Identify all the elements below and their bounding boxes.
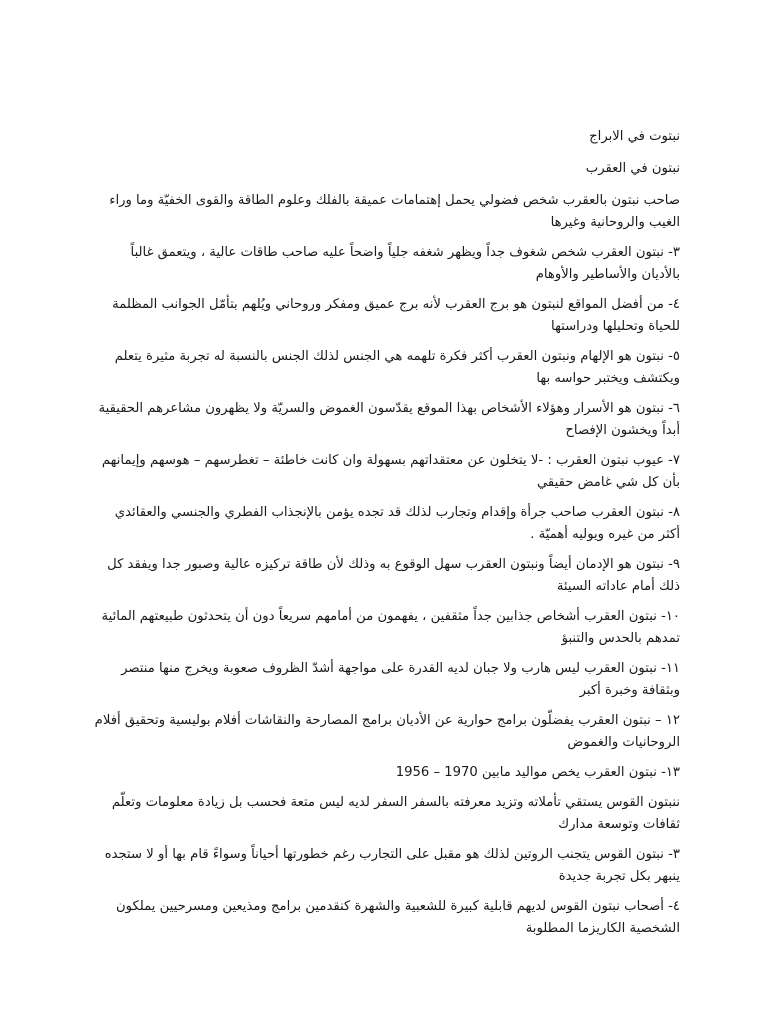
paragraph-5: ٥- نبتون هو الإلهام ونبتون العقرب أكثر فكرة تلهمه هي الجنس لذلك الجنس بالنسبة له تجربة مثيرة يتعلم ويكتشف ويختبر حواسه بها <box>114 349 680 386</box>
paragraph-11: ١١- نبتون العقرب ليس هارب ولا جبان لديه القدرة على مواجهة أشدّ الظروف صعوبة ويخرج منها منتصر وبثقافة وخبرة أكبر <box>121 661 680 698</box>
paragraph-13: ١٣- نبتون العقرب يخص مواليد مابين 1970 – 1956 <box>395 765 680 780</box>
paragraph-12: ١٢ – نبتون العقرب يفضلّون برامج حوارية عن الأديان برامج المصارحة والنقاشات أفلام بوليسية وتحقيق أفلام الروحانيات والغموض <box>94 713 680 750</box>
paragraph-10: ١٠- نبتون العقرب أشخاص جذابين جداً مثقفين ، يفهمون من أمامهم سريعاً دون أن يتحدثون طبيعتهم المائية تمدهم بالحدس والتنبؤ <box>101 609 680 646</box>
document-body <box>90 126 680 948</box>
paragraph-3: ٣- نبتون العقرب شخص شغوف جداً ويظهر شغفه جلياً واضحاً عليه صاحب طاقات عالية ، ويتعمق غالباً بالأديان والأساطير والأوهام <box>130 245 680 282</box>
paragraph-sagittarius-4: ٤- أصحاب نبتون القوس لديهم قابلية كبيرة للشعبية والشهرة كنقدمين برامج ومذيعين ومسرحيين يملكون الشخصية الكاريزما المطلوبة <box>115 899 680 936</box>
paragraph-1: صاحب نبتون بالعقرب شخص فضولي يحمل إهتمامات عميقة بالفلك وعلوم الطاقة والقوى الخفيّة وما وراء الغيب والروحانية وغيرها <box>109 193 680 230</box>
paragraph-sagittarius-3: ٣- نبتون القوس يتجنب الروتين لذلك هو مقبل على التجارب رغم خطورتها أحياناً وسواءً قام بها أو لا ستجده ينبهر بكل تجربة جديدة <box>104 847 680 884</box>
paragraph-9: ٩- نبتون هو الإدمان أيضاً ونبتون العقرب سهل الوقوع به وذلك لأن طاقة تركيزه عالية وصبور جدا ويفقد كل ذلك أمام عاداته السيئة <box>107 557 680 594</box>
paragraph-4: ٤- من أفضل المواقع لنبتون هو برج العقرب لأنه برج عميق ومفكر وروحاني ويُلهم بتأمّل الجوانب المظلمة للحياة وتحليلها ودراستها <box>112 297 680 334</box>
paragraph-8: ٨- نبتون العقرب صاحب جرأة وإقدام وتجارب لذلك قد تجده يؤمن بالإنجذاب الفطري والجنسي والعقائدي أكثر من غيره ويوليه أهميّة . <box>114 505 680 542</box>
paragraph-7: ٧- عيوب نبتون العقرب : -لا يتخلون عن معتقداتهم بسهولة وان كانت خاطئة – تغطرسهم – هوسهم وإيمانهم بأن كل شي غامض حقيقي <box>101 453 680 490</box>
paragraph-sagittarius-intro: ننبتون القوس يستقي تأملاته وتزيد معرفته بالسفر السفر لديه ليس متعة فحسب بل زيادة معلومات وتعلّم ثقافات وتوسعة مدارك <box>111 795 680 832</box>
paragraph-6: ٦- نبتون هو الأسرار وهؤلاء الأشخاص بهذا الموقع يقدّسون الغموض والسريّة ولا يظهرون مشاعرهم الحقيقية أبداً ويخشون الإفصاح <box>98 401 680 438</box>
document-title: نبتوت في الابراج <box>589 129 680 144</box>
document-subtitle: نبتون في العقرب <box>585 161 680 176</box>
